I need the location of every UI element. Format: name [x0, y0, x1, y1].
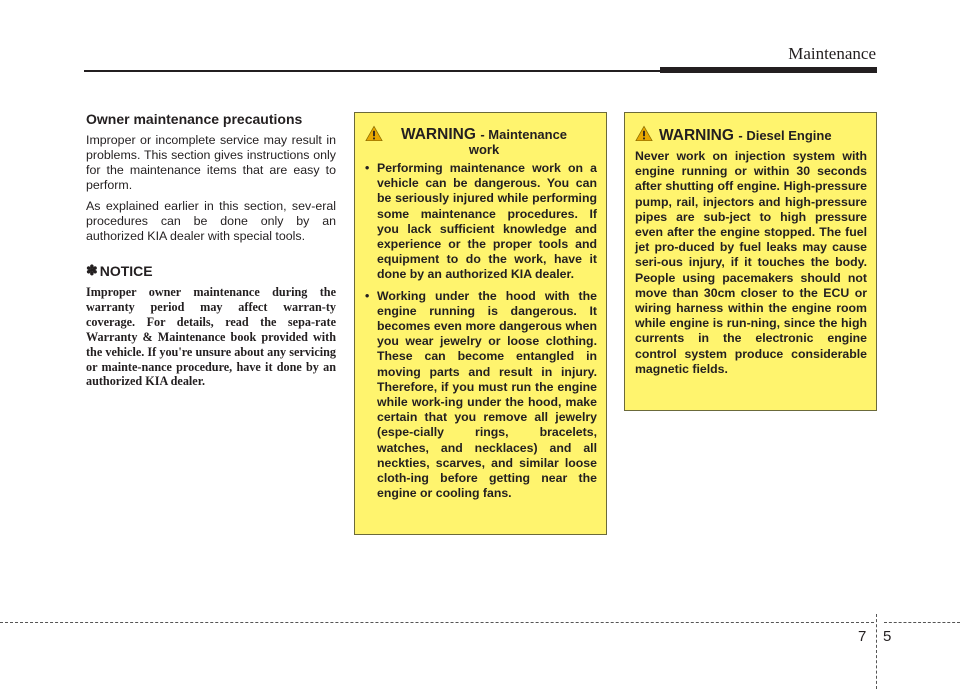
list-item-text: Working under the hood with the engine running is dangerous. It becomes even more dangerous when you wear jewelry or loose clothing. These can become entangled in moving parts and result in injury. Therefore, if you must run the engine while work-ing under the hood, make certain that you remove all jewelry (espe-cially rings, bracelets, watches, and necklaces) and all neckties, scarves, and similar loose cloth-ing before getting near the engine or cooling fans.: [377, 288, 597, 501]
warning-word: WARNING: [400, 126, 476, 143]
notice-star-icon: ✽: [86, 262, 98, 278]
footer-divider: [876, 614, 877, 689]
notice-label: NOTICE: [99, 262, 153, 279]
warning-triangle-icon: [635, 125, 653, 142]
footer-rule-right: [884, 622, 960, 623]
warning-box-maintenance: [354, 112, 607, 535]
warning-subtitle: - Diesel Engine: [738, 128, 832, 143]
warning-text: Never work on injection system with engine running or within 30 seconds after shutting off engine. High-pressure pump, rail, injectors and high-pressure pipes are sub-ject to high pressure even after the engine stopped. The fuel jet pro-duced by fuel leaks may cause seri-ous injury, if it touches the body. People using pacemakers should not move than 30cm closer to the ECU or wiring harness within the engine room while engine is run-ning, since the high currents in the electronic engine control system produce considerable magnetic fields.: [635, 149, 867, 376]
warning-word: WARNING: [659, 127, 734, 144]
section-heading: Owner maintenance precautions: [86, 111, 303, 127]
header-rule-thick: [660, 67, 877, 73]
paragraph: Improper or incomplete service may result in problems. This section gives instructions only for the maintenance items that are easy to perform.: [86, 133, 336, 192]
page-number: 5: [883, 628, 892, 645]
notice-text: Improper owner maintenance during the warranty period may affect warran-ty coverage. For details, read the sepa-rate Warranty & Maintenance book provided with the vehicle. If you're unsure about any servicing or mainte-nance procedure, have it done by an authorized KIA dealer.: [86, 285, 336, 389]
list-item-text: Performing maintenance work on a vehicle can be dangerous. You can be seriously injured while performing some maintenance procedures. If you lack sufficient knowledge and experience or the proper tools and equipment to do the work, have it done by an authorized KIA dealer.: [377, 161, 597, 282]
header-rule: [84, 70, 660, 72]
warning-header: [635, 127, 867, 145]
warning-box-diesel: [624, 112, 877, 411]
list-item: • Performing maintenance work on a vehicle can be dangerous. You can be seriously injured while performing some maintenance procedures. If you lack sufficient knowledge and experience or the proper tools and equipment to do the work, have it done by an authorized KIA dealer.: [365, 161, 597, 282]
warning-header: [365, 127, 597, 157]
footer-rule: [0, 622, 874, 623]
warning-subtitle-line2: work: [468, 142, 500, 157]
paragraph: As explained earlier in this section, sev-eral procedures can be done only by an authorized KIA dealer with special tools.: [86, 199, 336, 243]
list-item: • Working under the hood with the engine running is dangerous. It becomes even more dangerous when you wear jewelry or loose clothing. These can become entangled in moving parts and result in injury. Therefore, if you must run the engine while work-ing under the hood, make certain that you remove all jewelry (espe-cially rings, bracelets, watches, and necklaces) and all neckties, scarves, and similar loose cloth-ing before getting near the engine or cooling fans.: [365, 288, 597, 501]
chapter-number: 7: [858, 628, 867, 645]
warning-subtitle: - Maintenance: [480, 127, 568, 142]
notice-heading: [86, 262, 336, 279]
owner-section: [86, 111, 336, 389]
page-header-title: Maintenance: [788, 44, 876, 63]
warning-list: [365, 161, 597, 501]
warning-triangle-icon: [365, 125, 383, 142]
